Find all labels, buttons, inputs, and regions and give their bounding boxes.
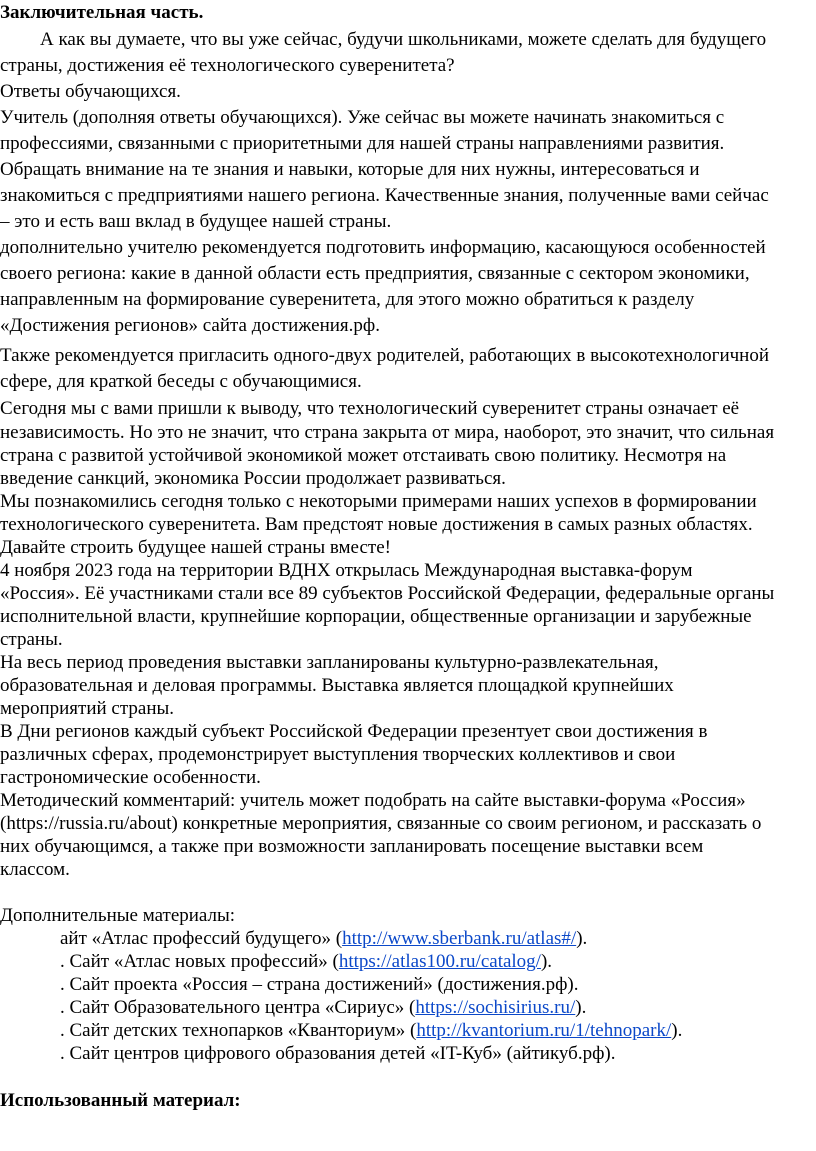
paragraph-line: Мы познакомились сегодня только с некоторыми примерами наших успехов в формировании	[0, 491, 757, 512]
list-item: . Сайт Образовательного центра «Сириус» (https://sochisirius.ru/).	[60, 997, 587, 1018]
paragraph-line: классом.	[0, 859, 70, 880]
paragraph-line: страны, достижения её технологического суверенитета?	[0, 55, 455, 76]
kvantorium-link[interactable]: http://kvantorium.ru/1/tehnopark/	[416, 1020, 672, 1041]
paragraph-line: своего региона: какие в данной области есть предприятия, связанные с сектором экономики,	[0, 263, 750, 284]
paragraph-line: технологического суверенитета. Вам предстоят новые достижения в самых разных областях.	[0, 514, 753, 535]
paragraph-line: Учитель (дополняя ответы обучающихся). Уже сейчас вы можете начинать знакомиться с	[0, 107, 725, 128]
section-heading: Заключительная часть.	[0, 2, 204, 23]
list-item: . Сайт детских технопарков «Кванториум» (http://kvantorium.ru/1/tehnopark/).	[60, 1020, 683, 1041]
atlas100-link[interactable]: https://atlas100.ru/catalog/	[338, 951, 541, 972]
extra-materials-heading: Дополнительные материалы:	[0, 905, 236, 926]
paragraph-line: образовательная и деловая программы. Выставка является площадкой крупнейших	[0, 675, 674, 696]
paragraph-line: страны.	[0, 629, 63, 650]
paragraph-line: На весь период проведения выставки запланированы культурно-развлекательная,	[0, 652, 659, 673]
sirius-link[interactable]: https://sochisirius.ru/	[415, 997, 576, 1018]
paragraph-line: «Россия». Её участниками стали все 89 субъектов Российской Федерации, федеральные органы	[0, 583, 775, 604]
paragraph-line: гастрономические особенности.	[0, 767, 261, 788]
paragraph-line: независимость. Но это не значит, что страна закрыта от мира, наоборот, это значит, что сильная	[0, 422, 775, 443]
paragraph-line: Сегодня мы с вами пришли к выводу, что технологический суверенитет страны означает её	[0, 398, 740, 419]
paragraph-line: В Дни регионов каждый субъект Российской Федерации презентует свои достижения в	[0, 721, 708, 742]
paragraph-line: – это и есть ваш вклад в будущее нашей страны.	[0, 211, 392, 232]
paragraph-line: профессиями, связанными с приоритетными для нашей страны направлениями развития.	[0, 133, 725, 154]
paragraph-line: Обращать внимание на те знания и навыки, которые для них нужны, интересоваться и	[0, 159, 700, 180]
list-item: . Сайт проекта «Россия – страна достижений» (достижения.рф).	[60, 974, 579, 995]
paragraph-line: «Достижения регионов» сайта достижения.рф.	[0, 315, 380, 336]
paragraph-line: Также рекомендуется пригласить одного-двух родителей, работающих в высокотехнологичной	[0, 345, 770, 366]
paragraph-line: направленным на формирование суверенитета, для этого можно обратиться к разделу	[0, 289, 695, 310]
paragraph-line: них обучающимся, а также при возможности запланировать посещение выставки всем	[0, 836, 704, 857]
list-item: . Сайт центров цифрового образования детей «IT-Куб» (айтикуб.рф).	[60, 1043, 616, 1064]
paragraph-line: исполнительной власти, крупнейшие корпорации, общественные организации и зарубежные	[0, 606, 752, 627]
paragraph-line: 4 ноября 2023 года на территории ВДНХ открылась Международная выставка-форум	[0, 560, 693, 581]
used-material-heading: Использованный материал:	[0, 1090, 241, 1111]
paragraph-line: страна с развитой устойчивой экономикой может отстаивать свою политику. Несмотря на	[0, 445, 727, 466]
atlas-link[interactable]: http://www.sberbank.ru/atlas#/	[342, 928, 577, 949]
paragraph-line: знакомиться с предприятиями нашего региона. Качественные знания, полученные вами сейчас	[0, 185, 769, 206]
list-item: айт «Атлас профессий будущего» (http://www.sberbank.ru/atlas#/).	[60, 928, 588, 949]
paragraph-line: мероприятий страны.	[0, 698, 175, 719]
paragraph-line: различных сферах, продемонстрирует выступления творческих коллективов и свои	[0, 744, 676, 765]
paragraph-line: Методический комментарий: учитель может подобрать на сайте выставки-форума «Россия»	[0, 790, 746, 811]
paragraph-line: Ответы обучающихся.	[0, 81, 181, 102]
paragraph-line: дополнительно учителю рекомендуется подготовить информацию, касающуюся особенностей	[0, 237, 766, 258]
paragraph-line: сфере, для краткой беседы с обучающимися.	[0, 371, 362, 392]
list-item: . Сайт «Атлас новых профессий» (https://atlas100.ru/catalog/).	[60, 951, 553, 972]
paragraph-line: введение санкций, экономика России продолжает развиваться.	[0, 468, 506, 489]
paragraph-line: (https://russia.ru/about) конкретные мероприятия, связанные со своим регионом, и рассказать о	[0, 813, 762, 834]
paragraph-line: А как вы думаете, что вы уже сейчас, будучи школьниками, можете сделать для будущего	[40, 29, 767, 50]
paragraph-line: Давайте строить будущее нашей страны вместе!	[0, 537, 391, 558]
